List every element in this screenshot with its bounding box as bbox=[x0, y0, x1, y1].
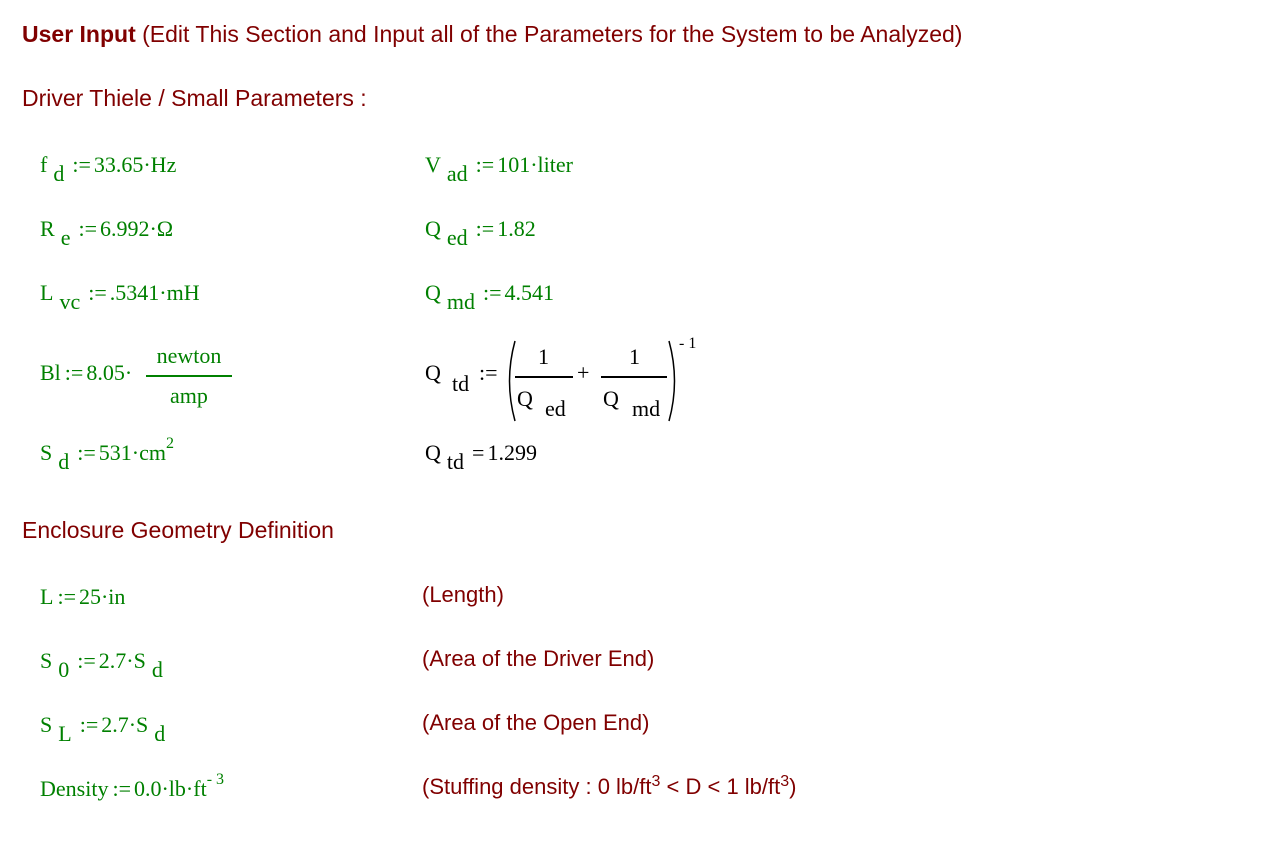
assign-operator: := bbox=[475, 152, 495, 177]
section-header-user-input bbox=[22, 21, 962, 48]
sl-value: 2.7·S bbox=[101, 712, 149, 737]
sd-symbol: S bbox=[40, 440, 53, 465]
sd-value: 531·cm bbox=[98, 440, 166, 465]
density-note-exp1: 3 bbox=[651, 773, 661, 790]
equals-operator: = bbox=[472, 440, 485, 465]
assign-operator: := bbox=[112, 776, 131, 801]
qmd-numerator: 1 bbox=[629, 344, 640, 369]
qed-symbol: Q bbox=[425, 216, 441, 241]
qmd-value: 4.541 bbox=[504, 280, 555, 305]
vad-subscript: ad bbox=[446, 161, 468, 186]
s0-subscript: 0 bbox=[58, 657, 70, 682]
re-symbol: R bbox=[40, 216, 55, 241]
re-definition[interactable] bbox=[40, 216, 174, 250]
assign-operator: := bbox=[475, 216, 495, 241]
density-value: 0.0·lb·ft bbox=[133, 776, 207, 801]
s0-value: 2.7·S bbox=[98, 648, 146, 673]
fd-symbol: f bbox=[40, 152, 48, 177]
qmd-denominator-symbol: Q bbox=[603, 386, 619, 411]
vad-value: 101·liter bbox=[497, 152, 573, 177]
qed-fraction-bar bbox=[515, 376, 573, 378]
vad-symbol: V bbox=[425, 152, 441, 177]
bl-definition[interactable] bbox=[40, 360, 132, 386]
qed-value: 1.82 bbox=[497, 216, 536, 241]
qtd-result-subscript: td bbox=[446, 449, 465, 474]
density-symbol: Density bbox=[40, 776, 109, 801]
sl-symbol: S bbox=[40, 712, 53, 737]
vad-definition[interactable] bbox=[425, 152, 573, 186]
user-input-title: User Input bbox=[22, 21, 136, 47]
qed-denominator-subscript: ed bbox=[545, 396, 566, 421]
s0-note: (Area of the Driver End) bbox=[422, 646, 655, 671]
l-value: 25·in bbox=[78, 584, 126, 609]
l-definition[interactable] bbox=[40, 584, 125, 610]
sl-subscript: L bbox=[58, 721, 72, 746]
qtd-result-value: 1.299 bbox=[487, 440, 537, 465]
qtd-subscript: td bbox=[452, 371, 470, 396]
qtd-definition[interactable] bbox=[425, 335, 715, 424]
l-note: (Length) bbox=[422, 582, 504, 607]
sd-subscript: d bbox=[58, 449, 70, 474]
re-value: 6.992·Ω bbox=[99, 216, 174, 241]
lvc-subscript: vc bbox=[59, 289, 81, 314]
bl-value: 8.05· bbox=[86, 360, 133, 385]
qtd-result[interactable] bbox=[425, 440, 537, 474]
sl-definition[interactable] bbox=[40, 712, 169, 746]
left-paren-icon bbox=[503, 340, 517, 422]
s0-symbol: S bbox=[40, 648, 53, 673]
s0-definition[interactable] bbox=[40, 648, 167, 682]
qmd-fraction-bar bbox=[601, 376, 667, 378]
user-input-instructions: (Edit This Section and Input all of the Parameters for the System to be Analyzed) bbox=[135, 21, 963, 47]
qed-subscript: ed bbox=[446, 225, 468, 250]
assign-operator: := bbox=[79, 712, 99, 737]
assign-operator: := bbox=[72, 152, 91, 177]
bl-fraction-bar bbox=[146, 375, 232, 377]
assign-operator: := bbox=[77, 440, 96, 465]
lvc-value: .5341·mH bbox=[109, 280, 200, 305]
assign-operator: := bbox=[57, 584, 76, 609]
s0-value-subscript: d bbox=[151, 657, 163, 682]
assign-operator: := bbox=[483, 280, 502, 305]
l-symbol: L bbox=[40, 584, 54, 609]
driver-section-heading: Driver Thiele / Small Parameters : bbox=[22, 85, 367, 111]
sd-definition[interactable] bbox=[40, 435, 174, 474]
sl-value-subscript: d bbox=[154, 721, 166, 746]
qtd-result-symbol: Q bbox=[425, 440, 441, 465]
enclosure-section-heading: Enclosure Geometry Definition bbox=[22, 517, 334, 543]
qed-numerator: 1 bbox=[538, 344, 549, 369]
sd-exponent: 2 bbox=[165, 435, 174, 452]
fd-subscript: d bbox=[53, 161, 65, 186]
re-subscript: e bbox=[60, 225, 71, 250]
bl-symbol: Bl bbox=[40, 360, 61, 385]
assign-operator: := bbox=[78, 216, 97, 241]
qed-denominator-symbol: Q bbox=[517, 386, 533, 411]
density-definition[interactable] bbox=[40, 771, 225, 802]
assign-operator: := bbox=[64, 360, 84, 385]
lvc-definition[interactable] bbox=[40, 280, 200, 314]
qmd-denominator-subscript: md bbox=[632, 396, 661, 421]
qtd-exponent: - 1 bbox=[679, 335, 697, 352]
qmd-definition[interactable] bbox=[425, 280, 555, 314]
sl-note: (Area of the Open End) bbox=[422, 710, 650, 735]
assign-operator: := bbox=[479, 360, 498, 385]
density-note bbox=[422, 774, 796, 800]
fd-value: 33.65·Hz bbox=[93, 152, 177, 177]
density-note-part-b: < D < 1 lb/ft bbox=[660, 774, 781, 799]
bl-denominator: amp bbox=[170, 383, 208, 408]
plus-operator: + bbox=[577, 360, 590, 385]
density-note-part-c: ) bbox=[789, 774, 797, 799]
density-exponent: - 3 bbox=[206, 771, 225, 788]
fd-definition[interactable] bbox=[40, 152, 177, 186]
qmd-symbol: Q bbox=[425, 280, 441, 305]
bl-numerator: newton bbox=[156, 343, 222, 368]
density-note-exp2: 3 bbox=[780, 773, 790, 790]
qmd-subscript: md bbox=[446, 289, 476, 314]
qtd-symbol: Q bbox=[425, 360, 441, 385]
assign-operator: := bbox=[88, 280, 107, 305]
density-note-part-a: (Stuffing density : 0 lb/ft bbox=[422, 774, 652, 799]
assign-operator: := bbox=[77, 648, 96, 673]
qed-definition[interactable] bbox=[425, 216, 536, 250]
lvc-symbol: L bbox=[40, 280, 54, 305]
